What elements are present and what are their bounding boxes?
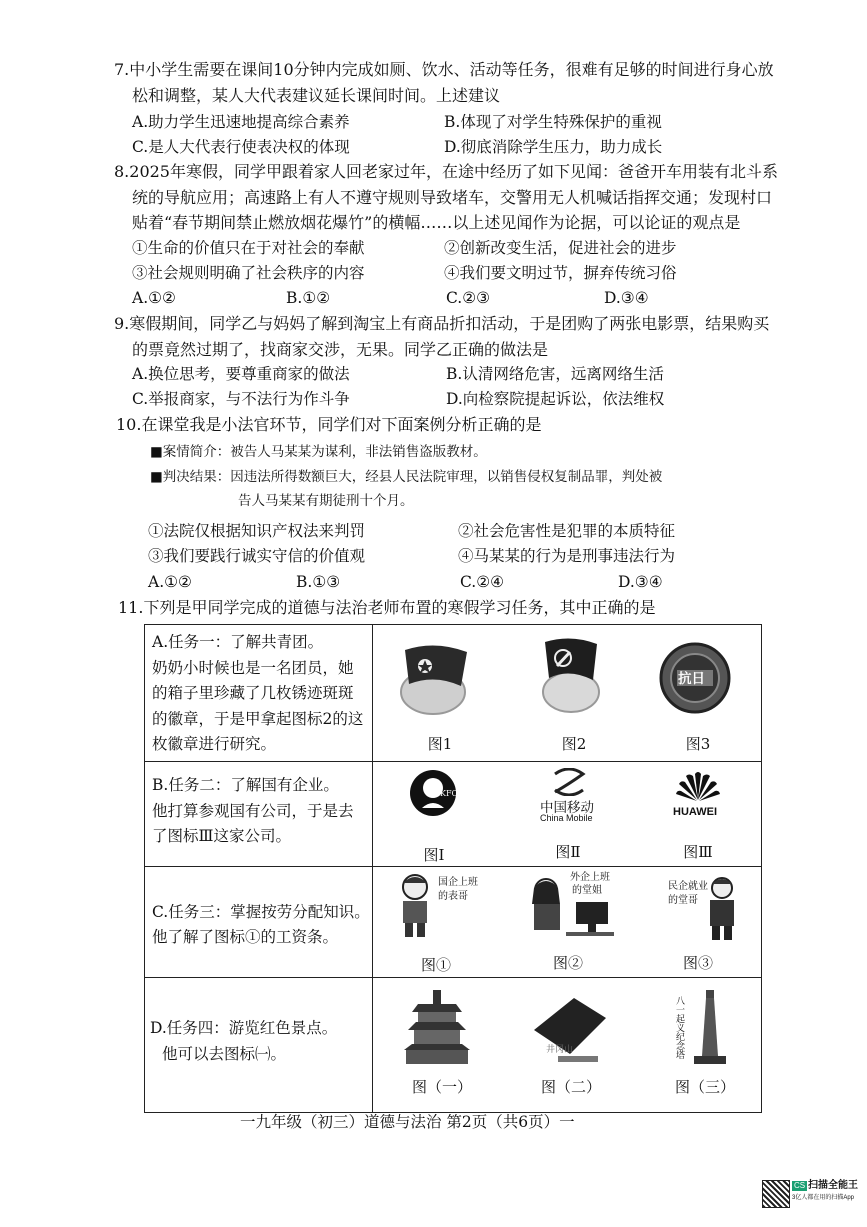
q10-option-d: D.③④ — [618, 573, 663, 591]
q9-stem-line1: 9.寒假期间，同学乙与妈妈了解到淘宝上有商品折扣活动，于是团购了两张电影票，结果购买 — [114, 314, 770, 333]
q8-statement-2: ②创新改变生活，促进社会的进步 — [444, 239, 677, 257]
q7-option-b: B.体现了对学生特殊保护的重视 — [444, 113, 662, 131]
q11-stem: 11.下列是甲同学完成的道德与法治老师布置的寒假学习任务，其中正确的是 — [118, 598, 656, 617]
q7-stem-line1: 7.中小学生需要在课间10分钟内完成如厕、饮水、活动等任务，很难有足够的时间进行身心放 — [114, 60, 774, 79]
q10-stem: 10.在课堂我是小法官环节，同学们对下面案例分析正确的是 — [116, 415, 542, 434]
row-a-line3: 的箱子里珍藏了几枚锈迹斑斑 — [152, 684, 354, 702]
cousin-foreign-enterprise-icon — [526, 874, 616, 944]
q8-statement-4: ④我们要文明过节，摒弃传统习俗 — [444, 264, 677, 282]
caption-fig-1: 图1 — [427, 735, 453, 753]
page-footer: 一九年级（初三）道德与法治 第2页（共6页）一 — [240, 1113, 575, 1131]
qr-code-icon — [762, 1180, 790, 1208]
row-d-line1: D.任务四：游览红色景点。 — [150, 1019, 338, 1037]
caption-fig-ii: 图Ⅱ — [555, 843, 581, 861]
fig1-label-line1: 国企上班 — [438, 877, 478, 888]
scanner-app-name: 扫描全能王 — [808, 1180, 858, 1191]
cousin-state-enterprise-icon — [395, 873, 435, 939]
q9-option-d: D.向检察院提起诉讼，依法维权 — [446, 390, 665, 408]
monument-base-text: 井冈山 — [546, 1045, 574, 1055]
q9-option-c: C.举报商家，与不法行为作斗争 — [132, 390, 350, 408]
q8-statement-1: ①生命的价值只在于对社会的奉献 — [132, 239, 365, 257]
huawei-logo-icon — [675, 768, 721, 802]
q10-option-b: B.①③ — [296, 573, 341, 591]
china-mobile-logo-icon — [551, 768, 587, 796]
caption-fig-paren-2: 图（二） — [540, 1078, 601, 1096]
q8-stem-line1: 8.2025年寒假，同学甲跟着家人回老家过年，在途中经历了如下见闻：爸爸开车用装有北斗系 — [114, 162, 778, 181]
caption-fig-iii: 图Ⅲ — [683, 843, 713, 861]
tower-inscription: 八一起义纪念塔 — [676, 997, 686, 1061]
q8-statement-3: ③社会规则明确了社会秩序的内容 — [132, 264, 365, 282]
row-a-line5: 枚徽章进行研究。 — [152, 735, 277, 753]
q10-option-a: A.①② — [148, 573, 192, 591]
q8-option-d: D.③④ — [604, 289, 649, 307]
q8-stem-line3: 贴着“春节期间禁止燃放烟花爆竹”的横幅……以上述见闻作为论据，可以论证的观点是 — [132, 213, 741, 232]
table-row-divider — [144, 761, 762, 762]
row-b-line3: 了图标Ⅲ这家公司。 — [152, 827, 291, 845]
fig1-label-line2: 的表哥 — [438, 891, 468, 902]
q9-option-a: A.换位思考，要尊重商家的做法 — [132, 365, 350, 383]
q9-option-b: B.认清网络危害，远离网络生活 — [446, 365, 664, 383]
cousin-private-enterprise-icon — [704, 876, 740, 942]
row-b-line2: 他打算参观国有公司，于是去 — [152, 802, 354, 820]
q10-case-summary: ■案情简介：被告人马某某为谋利，非法销售盗版教材。 — [150, 444, 487, 460]
caption-fig-i: 图Ⅰ — [423, 846, 445, 864]
table-row-divider — [144, 866, 762, 867]
fig3-label-line2: 的堂哥 — [668, 895, 698, 906]
august-first-tower-icon — [690, 990, 730, 1066]
caption-fig-circle-3: 图③ — [682, 954, 713, 972]
caption-fig-3: 图3 — [685, 735, 711, 753]
row-c-line1: C.任务三：掌握按劳分配知识。 — [152, 903, 370, 921]
fig2-label-line2: 的堂姐 — [572, 885, 602, 896]
table-row-divider — [144, 977, 762, 978]
kfc-text: KFC — [440, 789, 458, 798]
youth-league-badge-icon — [395, 640, 475, 716]
q8-option-a: A.①② — [132, 289, 176, 307]
row-c-line2: 他了解了图标①的工资条。 — [152, 928, 339, 946]
caption-fig-2: 图2 — [561, 735, 587, 753]
row-a-line1: A.任务一：了解共青团。 — [152, 633, 324, 651]
huawei-text: HUAWEI — [673, 806, 717, 818]
caption-fig-paren-1: 图（一） — [411, 1078, 472, 1096]
q8-option-c: C.②③ — [446, 289, 491, 307]
pavilion-tower-icon — [402, 990, 472, 1066]
q10-statement-4: ④马某某的行为是刑事违法行为 — [458, 547, 676, 565]
q10-statement-2: ②社会危害性是犯罪的本质特征 — [458, 522, 676, 540]
q7-stem-line2: 松和调整，某人大代表建议延长课间时间。上述建议 — [132, 86, 501, 105]
china-mobile-en: China Mobile — [540, 813, 593, 823]
medal-inscription: 抗日 — [678, 671, 705, 687]
fig3-label-line1: 民企就业 — [668, 881, 708, 892]
q9-stem-line2: 的票竟然过期了，找商家交涉，无果。同学乙正确的做法是 — [132, 340, 549, 359]
q8-stem-line2: 统的导航应用；高速路上有人不遵守规则导致堵车，交警用无人机喊话指挥交通；发现村口 — [132, 188, 773, 207]
fig2-label-line1: 外企上班 — [570, 872, 610, 883]
row-b-line1: B.任务二：了解国有企业。 — [152, 776, 339, 794]
table-column-divider — [372, 624, 373, 1113]
row-a-line2: 奶奶小时候也是一名团员，她 — [152, 659, 354, 677]
q8-option-b: B.①② — [286, 289, 331, 307]
q7-option-d: D.彻底消除学生压力，助力成长 — [444, 138, 663, 156]
q10-verdict-line1: ■判决结果：因违法所得数额巨大，经县人民法院审理，以销售侵权复制品罪，判处被 — [150, 469, 663, 485]
caption-fig-paren-3: 图（三） — [674, 1078, 735, 1096]
q10-option-c: C.②④ — [460, 573, 505, 591]
caption-fig-circle-1: 图① — [420, 956, 451, 974]
q10-statement-1: ①法院仅根据知识产权法来判罚 — [148, 522, 366, 540]
q7-option-a: A.助力学生迅速地提高综合素养 — [132, 113, 350, 131]
q10-statement-3: ③我们要践行诚实守信的价值观 — [148, 547, 366, 565]
scanner-tagline: 3亿人都在用的扫描App — [792, 1195, 855, 1201]
party-badge-icon — [537, 636, 607, 716]
row-d-line2: 他可以去图标㈠。 — [162, 1045, 287, 1063]
scanner-badge: CS — [794, 1181, 806, 1190]
row-a-line4: 的徽章，于是甲拿起图标2的这 — [152, 710, 364, 728]
china-mobile-cn: 中国移动 — [540, 800, 594, 815]
q10-verdict-line2: 告人马某某有期徒刑十个月。 — [238, 493, 414, 509]
q7-option-c: C.是人大代表行使表决权的体现 — [132, 138, 350, 156]
caption-fig-circle-2: 图② — [552, 954, 583, 972]
